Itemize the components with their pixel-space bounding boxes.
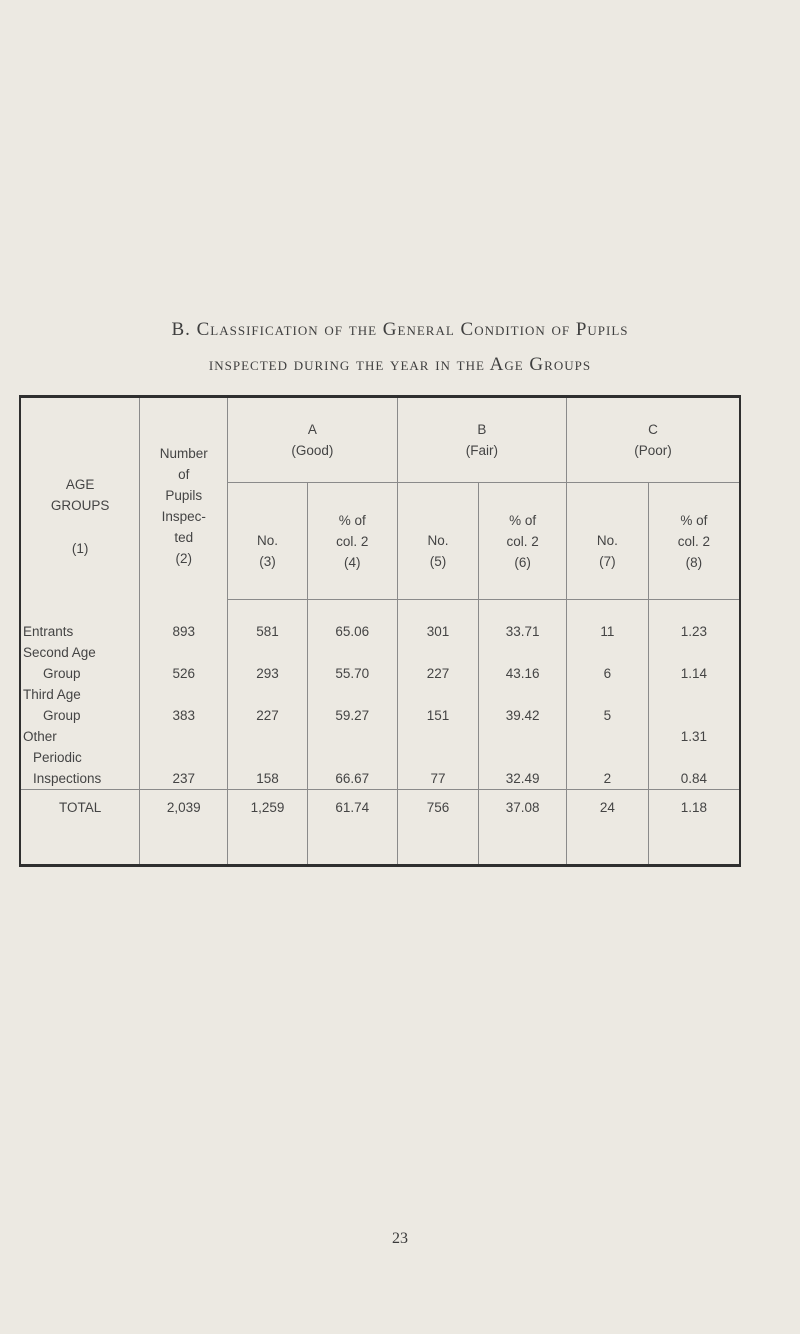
col6-header: % of col. 2 (6) (479, 483, 567, 600)
heading-line-2: inspected during the year in the Age Groups (208, 354, 592, 375)
col8-header: % of col. 2 (8) (648, 483, 740, 600)
col7-header: No. (7) (567, 483, 649, 600)
table-row-third-age-label: Third Age (20, 684, 740, 705)
table-row-other-label-2: Periodic (20, 747, 740, 768)
group-b-header: B (Fair) (397, 397, 566, 483)
col5-header: No. (5) (397, 483, 479, 600)
col4-header: % of col. 2 (4) (307, 483, 397, 600)
table-row-total: TOTAL 2,039 1,259 61.74 756 37.08 24 1.18 (20, 790, 740, 866)
page-number: 23 (392, 1230, 408, 1247)
table-row-entrants: Entrants 893 581 65.06 301 33.71 11 1.23 (20, 621, 740, 642)
number-inspected-header: Number of Pupils Inspec- ted (2) (140, 397, 228, 600)
table-row-other: Inspections 237 158 66.67 77 32.49 2 0.84 (20, 768, 740, 790)
heading-line-1: B. Classification of the General Condition of Pupils (171, 319, 629, 340)
group-a-header: A (Good) (228, 397, 398, 483)
age-groups-header: AGE GROUPS (1) (20, 397, 140, 600)
table-row-second-age: Group 526 293 55.70 227 43.16 6 1.14 (20, 663, 740, 684)
condition-table (19, 395, 741, 867)
col3-header: No. (3) (228, 483, 308, 600)
table-row-third-age: Group 383 227 59.27 151 39.42 5 (20, 705, 740, 726)
group-c-header: C (Poor) (634, 422, 672, 458)
table-row-other-label: Other 1.31 (20, 726, 740, 747)
table-row-second-age-label: Second Age (20, 642, 740, 663)
page-heading (100, 312, 700, 382)
